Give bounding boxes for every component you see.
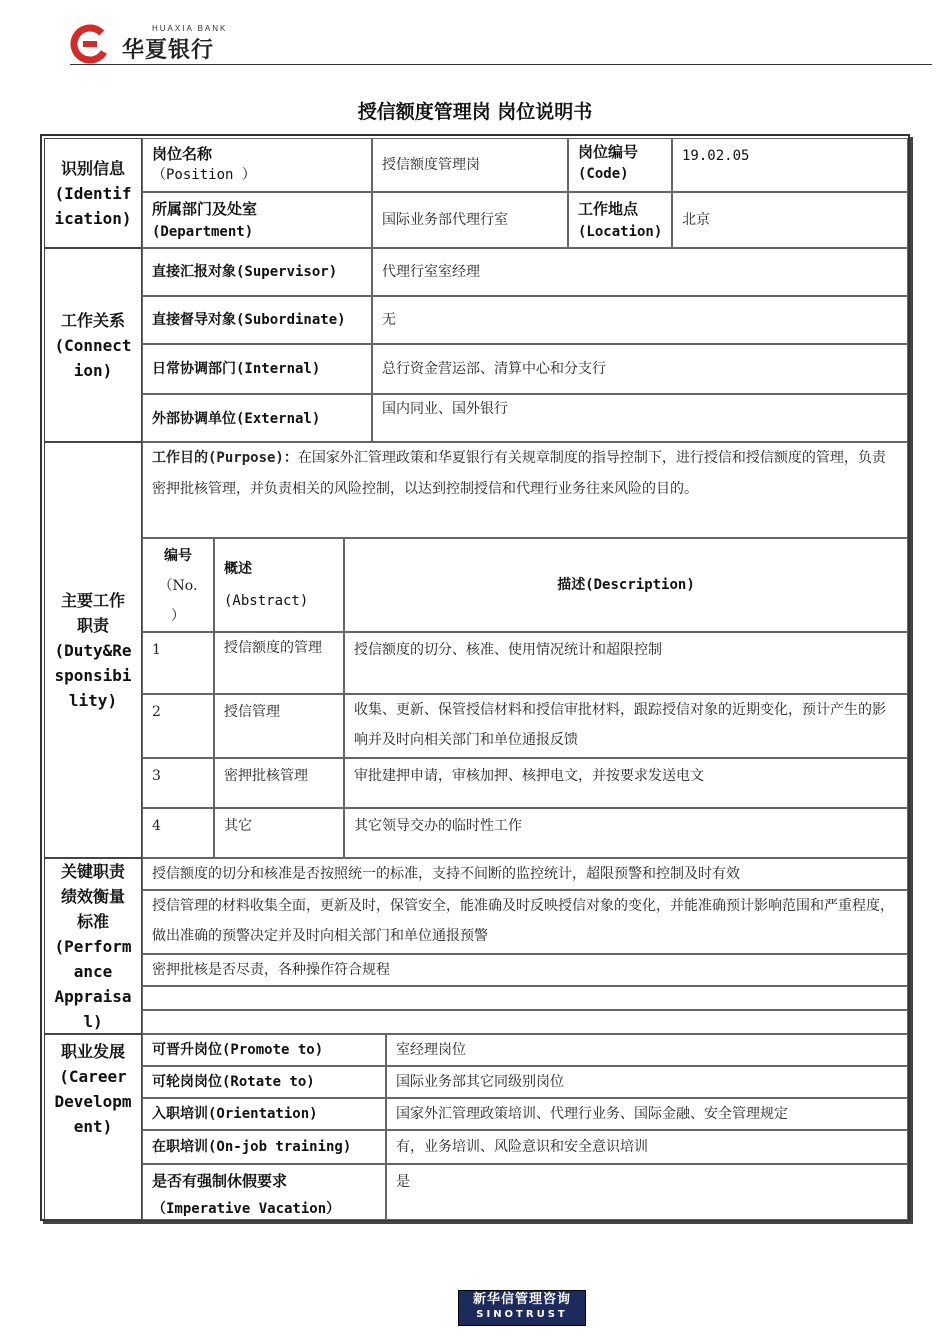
duty-row-description: 授信额度的切分、核准、使用情况统计和超限控制 — [344, 632, 908, 694]
internal-coordination-label: 日常协调部门(Internal) — [142, 344, 372, 394]
brand-en: HUAXIA BANK — [152, 24, 228, 33]
duty-row-no: 2 — [142, 694, 214, 758]
brand-cn: 华夏银行 — [122, 38, 215, 63]
duty-row-description: 审批建押申请，审核加押、核押电文，并按要求发送电文 — [344, 758, 908, 808]
position-name-value: 授信额度管理岗 — [372, 138, 568, 192]
duty-row-abstract: 授信额度的管理 — [214, 632, 344, 694]
onjob-training-value: 有，业务培训、风险意识和安全意识培训 — [386, 1130, 908, 1164]
vacation-label: 是否有强制休假要求 （Imperative Vacation） — [142, 1164, 386, 1220]
performance-row: 授信管理的材料收集全面，更新及时，保管安全，能准确及时反映授信对象的变化，并能准确预计影响范围和严重程度，做出准确的预警决定并及时向相关部门和单位通报预警 — [142, 890, 908, 954]
rotate-label: 可轮岗岗位(Rotate to) — [142, 1066, 386, 1098]
career-label: 职业发展 (Career Developm ent) — [44, 1034, 142, 1220]
header-divider — [70, 64, 932, 65]
external-coordination-value: 国内同业、国外银行 — [372, 394, 908, 442]
duty-row-abstract: 其它 — [214, 808, 344, 858]
col-header-description: 描述(Description) — [344, 538, 908, 632]
duty-row-abstract: 密押批核管理 — [214, 758, 344, 808]
connection-label: 工作关系 (Connect ion) — [44, 248, 142, 442]
department-label: 所属部门及处室 (Department) — [142, 192, 372, 248]
subordinate-value: 无 — [372, 296, 908, 344]
col-header-no: 编号 （No. ） — [142, 538, 214, 632]
page-title: 授信额度管理岗 岗位说明书 — [357, 101, 593, 123]
bank-logo — [70, 22, 227, 66]
performance-row: 授信额度的切分和核准是否按照统一的标准，支持不间断的监控统计，超限预警和控制及时有效 — [142, 858, 908, 890]
identification-label: 识别信息 (Identif ication) — [44, 138, 142, 248]
position-code-label: 岗位编号 (Code) — [568, 138, 672, 192]
vacation-value: 是 — [386, 1164, 908, 1220]
position-code-value: 19.02.05 — [672, 138, 908, 192]
duty-row-description: 收集、更新、保管授信材料和授信审批材料，跟踪授信对象的近期变化，预计产生的影响并及时向相关部门和单位通报反馈 — [344, 694, 908, 758]
duty-row-abstract: 授信管理 — [214, 694, 344, 758]
supervisor-value: 代理行室室经理 — [372, 248, 908, 296]
performance-row — [142, 1010, 908, 1034]
orientation-label: 入职培训(Orientation) — [142, 1098, 386, 1130]
duty-row-no: 3 — [142, 758, 214, 808]
huaxia-logo-icon — [70, 24, 110, 64]
internal-coordination-value: 总行资金营运部、清算中心和分支行 — [372, 344, 908, 394]
promote-label: 可晋升岗位(Promote to) — [142, 1034, 386, 1066]
footer-brand-cn: 新华信管理咨询 — [472, 1292, 571, 1307]
promote-value: 室经理岗位 — [386, 1034, 908, 1066]
performance-label: 关键职责 绩效衡量 标准 (Perform ance Appraisa l) — [44, 858, 142, 1034]
supervisor-label: 直接汇报对象(Supervisor) — [142, 248, 372, 296]
duty-row-no: 4 — [142, 808, 214, 858]
performance-row: 密押批核是否尽责，各种操作符合规程 — [142, 954, 908, 986]
duty-row-description: 其它领导交办的临时性工作 — [344, 808, 908, 858]
rotate-value: 国际业务部其它同级别岗位 — [386, 1066, 908, 1098]
duty-label: 主要工作 职责 (Duty&Re sponsibi lity) — [44, 442, 142, 858]
external-coordination-label: 外部协调单位(External) — [142, 394, 372, 442]
sinotrust-logo — [458, 1290, 586, 1326]
work-purpose: 工作目的(Purpose)：在国家外汇管理政策和华夏银行有关规章制度的指导控制下，进行授信和授信额度的管理，负责密押批核管理，并负责相关的风险控制，以达到控制授信和代理行业务往来风险的目的。 — [142, 442, 908, 538]
duty-row-no: 1 — [142, 632, 214, 694]
col-header-abstract: 概述 (Abstract) — [214, 538, 344, 632]
subordinate-label: 直接督导对象(Subordinate) — [142, 296, 372, 344]
footer-brand-en: SINOTRUST — [476, 1309, 568, 1320]
location-label: 工作地点 (Location) — [568, 192, 672, 248]
performance-row — [142, 986, 908, 1010]
onjob-training-label: 在职培训(On-job training) — [142, 1130, 386, 1164]
department-value: 国际业务部代理行室 — [372, 192, 568, 248]
location-value: 北京 — [672, 192, 908, 248]
position-name-label: 岗位名称 （Position ） — [142, 138, 372, 192]
orientation-value: 国家外汇管理政策培训、代理行业务、国际金融、安全管理规定 — [386, 1098, 908, 1130]
